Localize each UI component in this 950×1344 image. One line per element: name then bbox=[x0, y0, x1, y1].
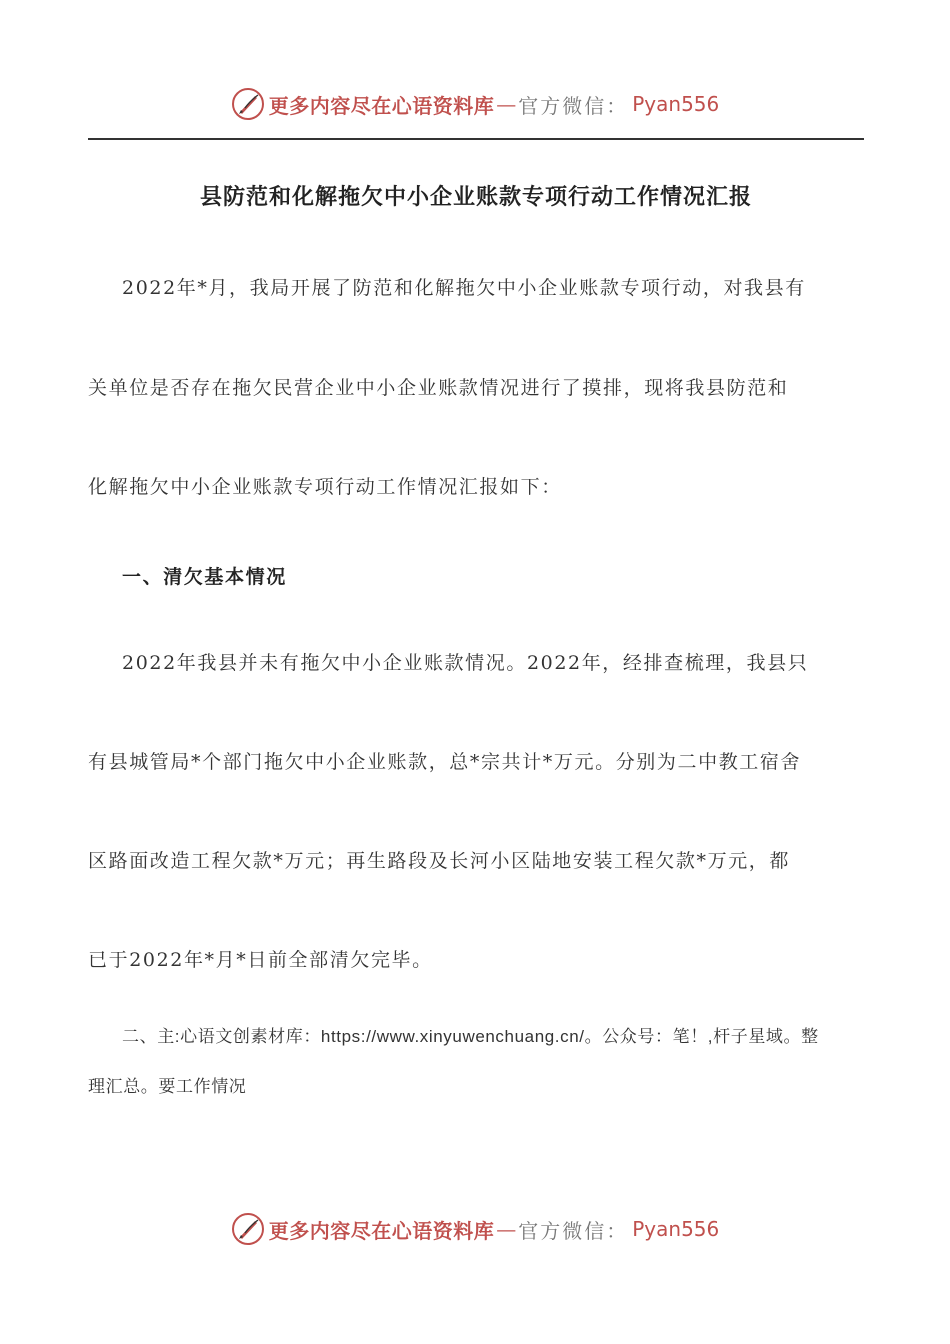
section1-line: 有县城管局*个部门拖欠中小企业账款，总*宗共计*万元。分别为二中教工宿舍 bbox=[88, 751, 802, 773]
section2-line: 理汇总。要工作情况 bbox=[88, 1077, 247, 1096]
header-banner bbox=[0, 82, 950, 126]
banner-wechat-id: Pyan556 bbox=[632, 92, 720, 116]
section1-line: 已于2022年*月*日前全部清欠完毕。 bbox=[88, 949, 433, 971]
section1-line: 2022年我县并未有拖欠中小企业账款情况。2022年，经排查梳理，我县只 bbox=[122, 652, 809, 674]
footer-banner bbox=[0, 1207, 950, 1251]
section-heading: 一、清欠基本情况 bbox=[122, 566, 287, 588]
banner-dash: — bbox=[496, 92, 517, 116]
banner-official-label: 官方微信： bbox=[518, 1218, 629, 1243]
intro-line: 化解拖欠中小企业账款专项行动工作情况汇报如下： bbox=[88, 476, 562, 498]
document-title: 县防范和化解拖欠中小企业账款专项行动工作情况汇报 bbox=[199, 184, 752, 210]
banner-brand-text: 更多内容尽在心语资料库 bbox=[268, 1218, 495, 1243]
quill-logo-icon bbox=[231, 87, 265, 121]
section1-line: 区路面改造工程欠款*万元；再生路段及长河小区陆地安装工程欠款*万元，都 bbox=[88, 850, 791, 872]
header-divider bbox=[88, 138, 864, 140]
intro-line: 关单位是否存在拖欠民营企业中小企业账款情况进行了摸排，现将我县防范和 bbox=[88, 377, 789, 399]
banner-brand-text: 更多内容尽在心语资料库 bbox=[268, 93, 495, 118]
quill-logo-icon bbox=[231, 1212, 265, 1246]
intro-line: 2022年*月，我局开展了防范和化解拖欠中小企业账款专项行动，对我县有 bbox=[122, 277, 806, 299]
section2-line: 二、主:心语文创素材库：https://www.xinyuwenchuang.cn/。公众号：笔！,杆子星域。整 bbox=[122, 1027, 819, 1046]
banner-wechat-id: Pyan556 bbox=[632, 1217, 720, 1241]
banner-official-label: 官方微信： bbox=[518, 93, 629, 118]
banner-dash: — bbox=[496, 1217, 517, 1241]
